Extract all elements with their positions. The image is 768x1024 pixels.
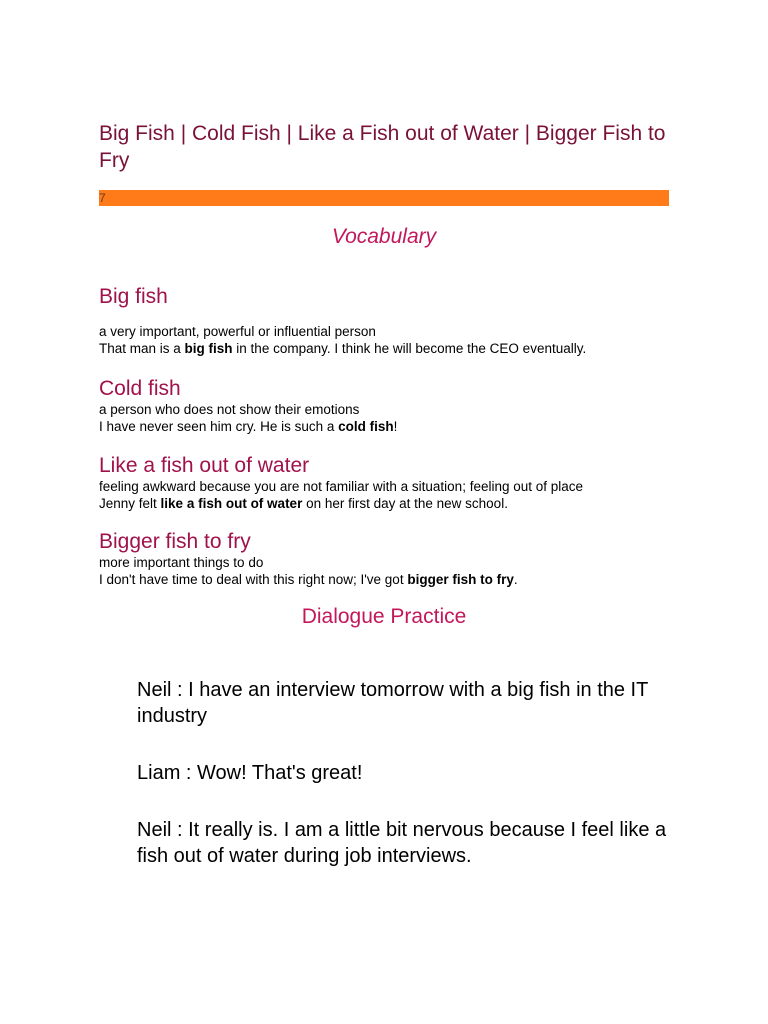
vocab-entry-fish-out-of-water — [99, 453, 699, 512]
vocabulary-heading: Vocabulary — [331, 225, 437, 248]
example-text: on her first day at the new school. — [302, 496, 508, 511]
example-text: I don't have time to deal with this right now; I've got — [99, 572, 408, 587]
vocab-example — [99, 571, 699, 588]
example-idiom: bigger fish to fry — [407, 572, 514, 587]
vocab-definition: a person who does not show their emotions — [99, 402, 360, 417]
example-text: Jenny felt — [99, 496, 161, 511]
vocab-definition: a very important, powerful or influential person — [99, 324, 376, 339]
dialogue-text: Neil : It really is. I am a little bit nervous because I feel like a fish out of water during job interviews. — [137, 819, 667, 867]
page-number-bar — [99, 190, 669, 206]
vocab-term: Bigger fish to fry — [99, 530, 251, 553]
vocab-example — [99, 495, 699, 512]
vocab-term: Cold fish — [99, 377, 181, 400]
vocab-term: Like a fish out of water — [99, 454, 310, 477]
vocab-entry-bigger-fish-to-fry — [99, 529, 699, 588]
example-text: I have never seen him cry. He is such a — [99, 419, 339, 434]
example-text: . — [513, 572, 518, 587]
example-text: That man is a — [99, 341, 185, 356]
page-title: Big Fish | Cold Fish | Like a Fish out of Water | Bigger Fish to Fry — [99, 122, 666, 172]
example-text: in the company. I think he will become the CEO eventually. — [232, 341, 587, 356]
vocab-term: Big fish — [99, 285, 168, 308]
dialogue-line — [137, 760, 682, 786]
vocab-entry-big-fish — [99, 284, 699, 357]
vocab-entry-cold-fish — [99, 376, 699, 435]
example-text: ! — [393, 419, 398, 434]
vocab-definition: more important things to do — [99, 555, 264, 570]
vocab-example — [99, 418, 699, 435]
example-idiom: cold fish — [338, 419, 394, 434]
dialogue-text: Neil : I have an interview tomorrow with a big fish in the IT industry — [137, 679, 648, 727]
page-number: 7 — [99, 191, 106, 205]
dialogue-heading: Dialogue Practice — [301, 605, 467, 628]
dialogue-line — [137, 677, 682, 729]
dialogue-line — [137, 817, 682, 869]
vocab-definition: feeling awkward because you are not familiar with a situation; feeling out of place — [99, 479, 584, 494]
dialogue-text: Liam : Wow! That's great! — [137, 762, 363, 784]
example-idiom: like a fish out of water — [160, 496, 303, 511]
example-idiom: big fish — [184, 341, 233, 356]
vocab-example — [99, 340, 699, 357]
